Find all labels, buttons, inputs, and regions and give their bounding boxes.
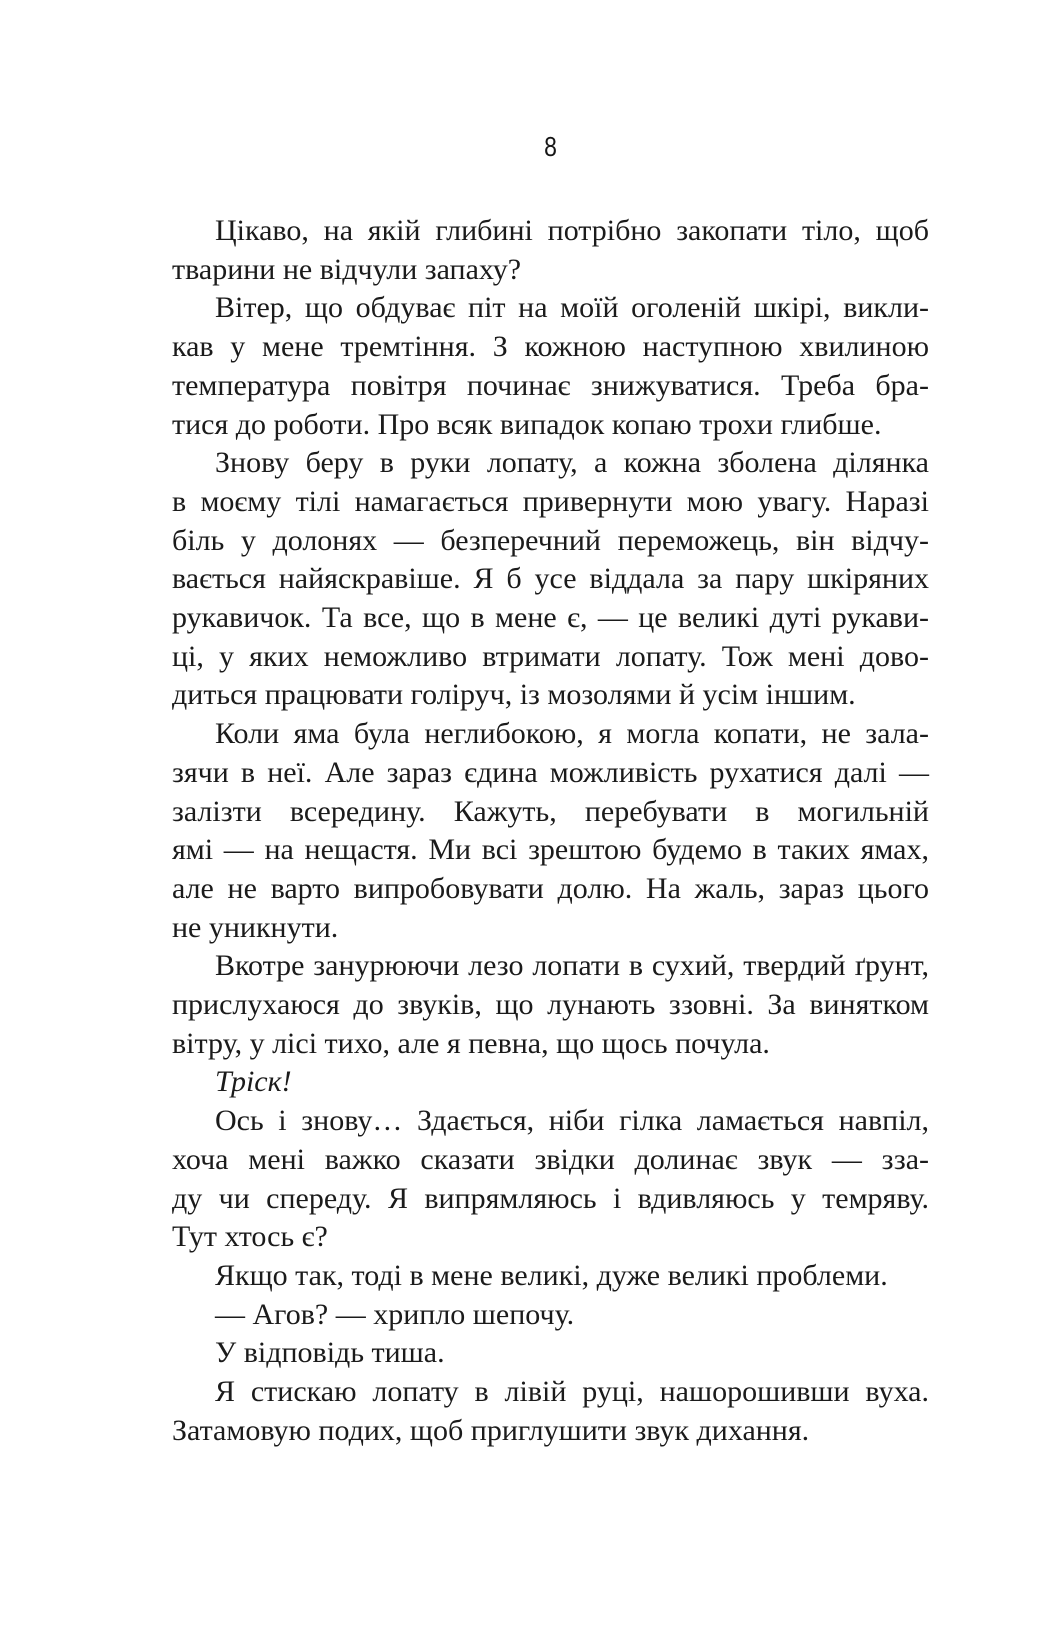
text-line: але не варто випробовувати долю. На жаль, зараз цього xyxy=(172,871,929,905)
text-line: — Агов? — хрипло шепочу. xyxy=(215,1297,575,1331)
text-line: ці, у яких неможливо втримати лопату. Тож мені дово- xyxy=(172,639,929,673)
text-line: Знову беру в руки лопату, а кожна зболена ділянка xyxy=(215,446,929,480)
paragraph xyxy=(172,1102,929,1257)
text-line: зячи в неї. Але зараз єдина можливість рухатися далі — xyxy=(172,755,929,789)
paragraph xyxy=(172,1334,929,1373)
text-body xyxy=(172,212,929,1451)
paragraph xyxy=(172,1373,929,1450)
page-number: 8 xyxy=(544,131,557,162)
text-line: Вкотре занурюючи лезо лопати в сухий, твердий ґрунт, xyxy=(215,949,929,983)
paragraph xyxy=(172,289,929,444)
text-line: Тут хтось є? xyxy=(172,1220,328,1254)
text-line: Тріск! xyxy=(215,1065,292,1099)
paragraph xyxy=(172,1257,929,1296)
text-line: У відповідь тиша. xyxy=(215,1336,445,1370)
paragraph xyxy=(172,715,929,947)
text-line: Ось і знову… Здається, ніби гілка ламається навпіл, xyxy=(215,1104,929,1138)
paragraph xyxy=(172,1063,929,1102)
text-line: ду чи спереду. Я випрямляюсь і вдивляюсь у темряву. xyxy=(172,1181,929,1215)
text-line: Цікаво, на якій глибині потрібно закопати тіло, щоб xyxy=(215,214,929,247)
text-line: ямі — на нещастя. Ми всі зрештою будемо в таких ямах, xyxy=(172,833,929,867)
text-line: тварини не відчули запаху? xyxy=(172,252,522,286)
text-line: Якщо так, тоді в мене великі, дуже великі проблеми. xyxy=(215,1258,888,1292)
text-line: Вітер, що обдуває піт на моїй оголеній шкірі, викли- xyxy=(215,291,929,325)
paragraph xyxy=(172,444,929,715)
paragraph xyxy=(172,947,929,1063)
text-line: біль у долонях — безперечний переможець, він відчу- xyxy=(172,523,929,557)
text-line: Я стискаю лопату в лівій руці, нашорошивши вуха. xyxy=(215,1375,929,1409)
text-line: залізти всередину. Кажуть, перебувати в могильній xyxy=(172,794,929,828)
paragraph xyxy=(172,1296,929,1335)
text-line: прислухаюся до звуків, що лунають ззовні. За винятком xyxy=(172,988,929,1022)
text-line: температура повітря починає знижуватися. Треба бра- xyxy=(172,368,929,402)
text-line: Коли яма була неглибокою, я могла копати, не зала- xyxy=(215,717,929,751)
text-line: вітру, у лісі тихо, але я певна, що щось почула. xyxy=(172,1026,770,1060)
text-line: вається найяскравіше. Я б усе віддала за пару шкіряних xyxy=(172,562,929,596)
text-line: Затамовую подих, щоб приглушити звук дихання. xyxy=(172,1413,810,1447)
text-line: хоча мені важко сказати звідки долинає звук — зза- xyxy=(172,1142,929,1176)
text-line: диться працювати голіруч, із мозолями й усім іншим. xyxy=(172,678,856,712)
paragraph xyxy=(172,212,929,289)
text-line: не уникнути. xyxy=(172,910,339,944)
text-line: рукавичок. Та все, що в мене є, — це великі дуті рукави- xyxy=(172,601,929,635)
text-line: в моєму тілі намагається привернути мою увагу. Наразі xyxy=(172,484,929,518)
text-line: тися до роботи. Про всяк випадок копаю трохи глибше. xyxy=(172,407,882,441)
text-line: кав у мене тремтіння. З кожною наступною хвилиною xyxy=(172,330,929,364)
